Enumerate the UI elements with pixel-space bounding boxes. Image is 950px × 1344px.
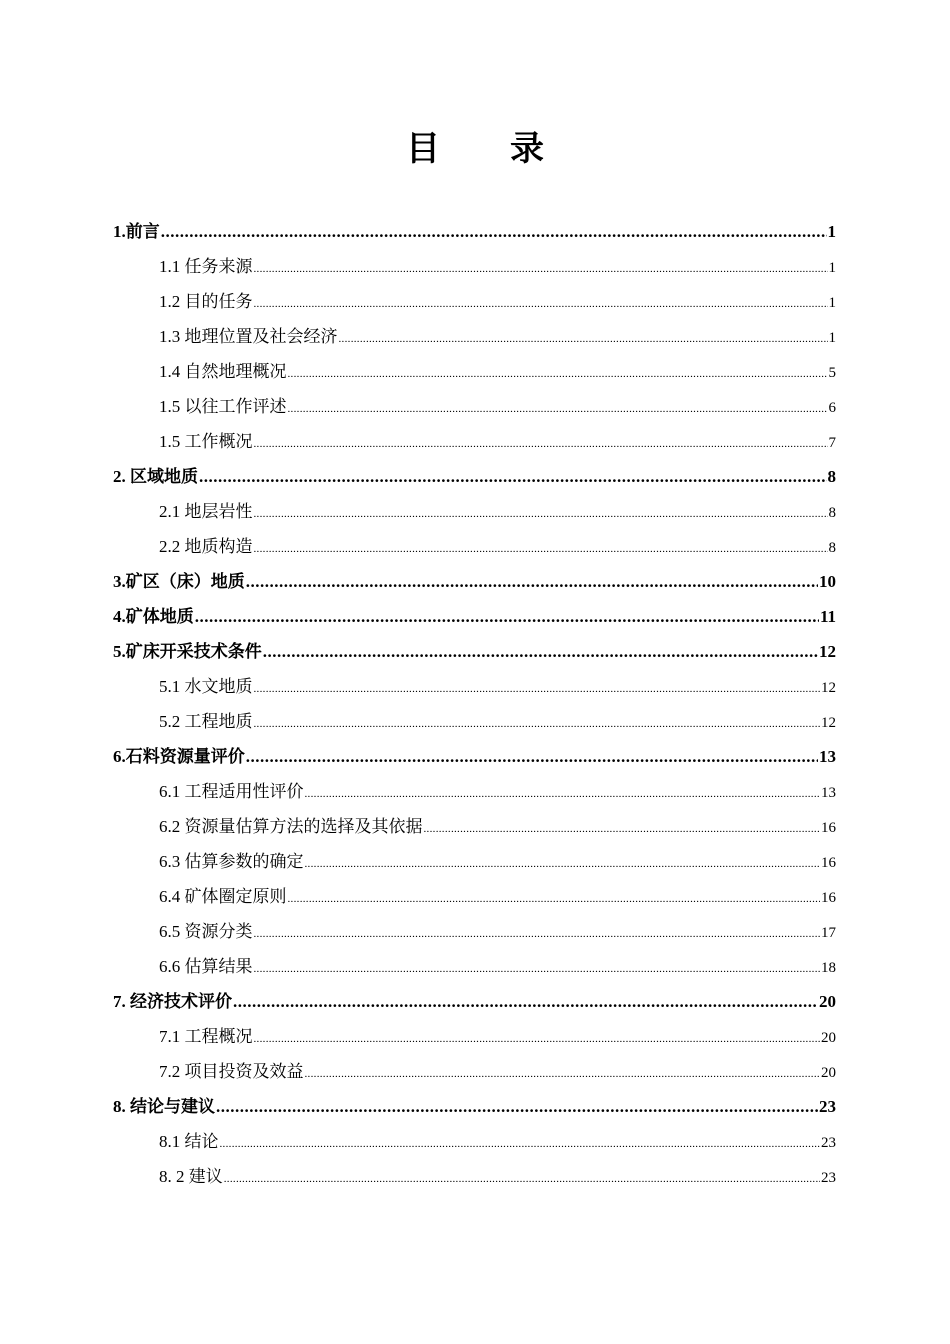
- toc-entry-label: 7.1 工程概况: [159, 1027, 253, 1046]
- toc-entry-label: 8.1 结论: [159, 1132, 219, 1151]
- toc-dot-leader: [195, 599, 819, 634]
- toc-section-entry[interactable]: [159, 914, 836, 949]
- toc-page-number: 8: [827, 467, 836, 486]
- toc-section-entry[interactable]: [159, 319, 836, 354]
- toc-entry-label: 4.矿体地质: [113, 607, 194, 626]
- toc-page-number: 8: [828, 540, 836, 556]
- toc-page-number: 6: [828, 400, 836, 416]
- toc-dot-leader: [246, 739, 818, 774]
- toc-chapter-entry[interactable]: [113, 634, 836, 669]
- toc-page-number: 8: [828, 505, 836, 521]
- toc-section-entry[interactable]: [159, 809, 836, 844]
- toc-section-entry[interactable]: [159, 424, 836, 459]
- toc-page-number: 23: [821, 1135, 836, 1151]
- toc-section-entry[interactable]: [159, 354, 836, 389]
- toc-chapter-entry[interactable]: [113, 599, 836, 634]
- toc-entry-label: 6.3 估算参数的确定: [159, 852, 304, 871]
- toc-dot-leader: [246, 564, 818, 599]
- toc-section-entry[interactable]: [159, 669, 836, 704]
- toc-chapter-entry[interactable]: [113, 564, 836, 599]
- toc-page-number: 5: [828, 365, 836, 381]
- toc-page-number: 16: [821, 855, 836, 871]
- page-title: [0, 126, 950, 174]
- toc-page-number: 11: [819, 607, 836, 626]
- toc-page-number: 17: [821, 925, 836, 941]
- toc-dot-leader: [424, 812, 821, 844]
- toc-dot-leader: [254, 497, 828, 529]
- toc-page-number: 20: [819, 992, 836, 1011]
- toc-section-entry[interactable]: [159, 1159, 836, 1194]
- toc-section-entry[interactable]: [159, 774, 836, 809]
- toc-dot-leader: [254, 427, 828, 459]
- toc-entry-label: 8. 结论与建议: [113, 1097, 215, 1116]
- toc-dot-leader: [161, 214, 827, 249]
- toc-chapter-entry[interactable]: [113, 459, 836, 494]
- toc-entry-label: 3.矿区（床）地质: [113, 572, 245, 591]
- toc-dot-leader: [254, 287, 828, 319]
- toc-dot-leader: [220, 1127, 821, 1159]
- toc-page-number: 13: [821, 785, 836, 801]
- toc-dot-leader: [288, 392, 828, 424]
- toc-entry-label: 6.4 矿体圈定原则: [159, 887, 287, 906]
- toc-section-entry[interactable]: [159, 879, 836, 914]
- toc-section-entry[interactable]: [159, 389, 836, 424]
- toc-dot-leader: [288, 357, 828, 389]
- toc-dot-leader: [224, 1162, 820, 1194]
- toc-page-number: 23: [819, 1097, 836, 1116]
- toc-dot-leader: [254, 952, 821, 984]
- toc-page-number: 1: [828, 260, 836, 276]
- toc-section-entry[interactable]: [159, 249, 836, 284]
- toc-chapter-entry[interactable]: [113, 214, 836, 249]
- toc-chapter-entry[interactable]: [113, 984, 836, 1019]
- toc-page-number: 16: [821, 890, 836, 906]
- toc-page-number: 18: [821, 960, 836, 976]
- toc-entry-label: 2. 区域地质: [113, 467, 198, 486]
- toc-dot-leader: [199, 459, 827, 494]
- toc-entry-label: 1.5 工作概况: [159, 432, 253, 451]
- toc-entry-label: 6.5 资源分类: [159, 922, 253, 941]
- toc-entry-label: 5.矿床开采技术条件: [113, 642, 262, 661]
- toc-page-number: 23: [821, 1170, 836, 1186]
- toc-section-entry[interactable]: [159, 704, 836, 739]
- toc-dot-leader: [288, 882, 821, 914]
- toc-section-entry[interactable]: [159, 1054, 836, 1089]
- toc-page-number: 1: [828, 330, 836, 346]
- toc-page-number: 16: [821, 820, 836, 836]
- toc-dot-leader: [263, 634, 818, 669]
- toc-chapter-entry[interactable]: [113, 1089, 836, 1124]
- toc-entry-label: 5.1 水文地质: [159, 677, 253, 696]
- toc-chapter-entry[interactable]: [113, 739, 836, 774]
- toc-page-number: 1: [828, 295, 836, 311]
- toc-entry-label: 8. 2 建议: [159, 1167, 223, 1186]
- toc-dot-leader: [254, 707, 821, 739]
- toc-dot-leader: [305, 1057, 821, 1089]
- toc-section-entry[interactable]: [159, 1019, 836, 1054]
- toc-dot-leader: [216, 1089, 818, 1124]
- toc-section-entry[interactable]: [159, 494, 836, 529]
- toc-entry-label: 1.前言: [113, 222, 160, 241]
- toc-entry-label: 7.2 项目投资及效益: [159, 1062, 304, 1081]
- toc-dot-leader: [254, 1022, 821, 1054]
- toc-dot-leader: [254, 532, 828, 564]
- toc-page-number: 12: [821, 715, 836, 731]
- toc-entry-label: 6.石料资源量评价: [113, 747, 245, 766]
- toc-section-entry[interactable]: [159, 529, 836, 564]
- toc-entry-label: 1.3 地理位置及社会经济: [159, 327, 338, 346]
- toc-page-number: 12: [821, 680, 836, 696]
- toc-dot-leader: [305, 847, 821, 879]
- title-char-1: 目: [406, 131, 440, 168]
- toc-dot-leader: [339, 322, 828, 354]
- toc-page-number: 7: [828, 435, 836, 451]
- toc-entry-label: 2.2 地质构造: [159, 537, 253, 556]
- toc-page-number: 12: [819, 642, 836, 661]
- toc-entry-label: 1.5 以往工作评述: [159, 397, 287, 416]
- toc-entry-label: 6.1 工程适用性评价: [159, 782, 304, 801]
- toc-entry-label: 6.6 估算结果: [159, 957, 253, 976]
- toc-dot-leader: [305, 777, 821, 809]
- toc-section-entry[interactable]: [159, 949, 836, 984]
- toc-page-number: 10: [819, 572, 836, 591]
- toc-entry-label: 7. 经济技术评价: [113, 992, 232, 1011]
- toc-section-entry[interactable]: [159, 284, 836, 319]
- toc-section-entry[interactable]: [159, 1124, 836, 1159]
- toc-entry-label: 1.2 目的任务: [159, 292, 253, 311]
- toc-entry-label: 5.2 工程地质: [159, 712, 253, 731]
- toc-page-number: 20: [821, 1065, 836, 1081]
- toc-entry-label: 6.2 资源量估算方法的选择及其依据: [159, 817, 423, 836]
- toc-page-number: 20: [821, 1030, 836, 1046]
- toc-dot-leader: [254, 917, 821, 949]
- toc-page-number: 13: [819, 747, 836, 766]
- toc-dot-leader: [233, 984, 818, 1019]
- toc-entry-label: 1.4 自然地理概况: [159, 362, 287, 381]
- title-char-2: 录: [510, 131, 544, 168]
- toc-entry-label: 1.1 任务来源: [159, 257, 253, 276]
- toc-dot-leader: [254, 672, 821, 704]
- toc-section-entry[interactable]: [159, 844, 836, 879]
- toc-page-number: 1: [827, 222, 836, 241]
- toc-entry-label: 2.1 地层岩性: [159, 502, 253, 521]
- toc-dot-leader: [254, 252, 828, 284]
